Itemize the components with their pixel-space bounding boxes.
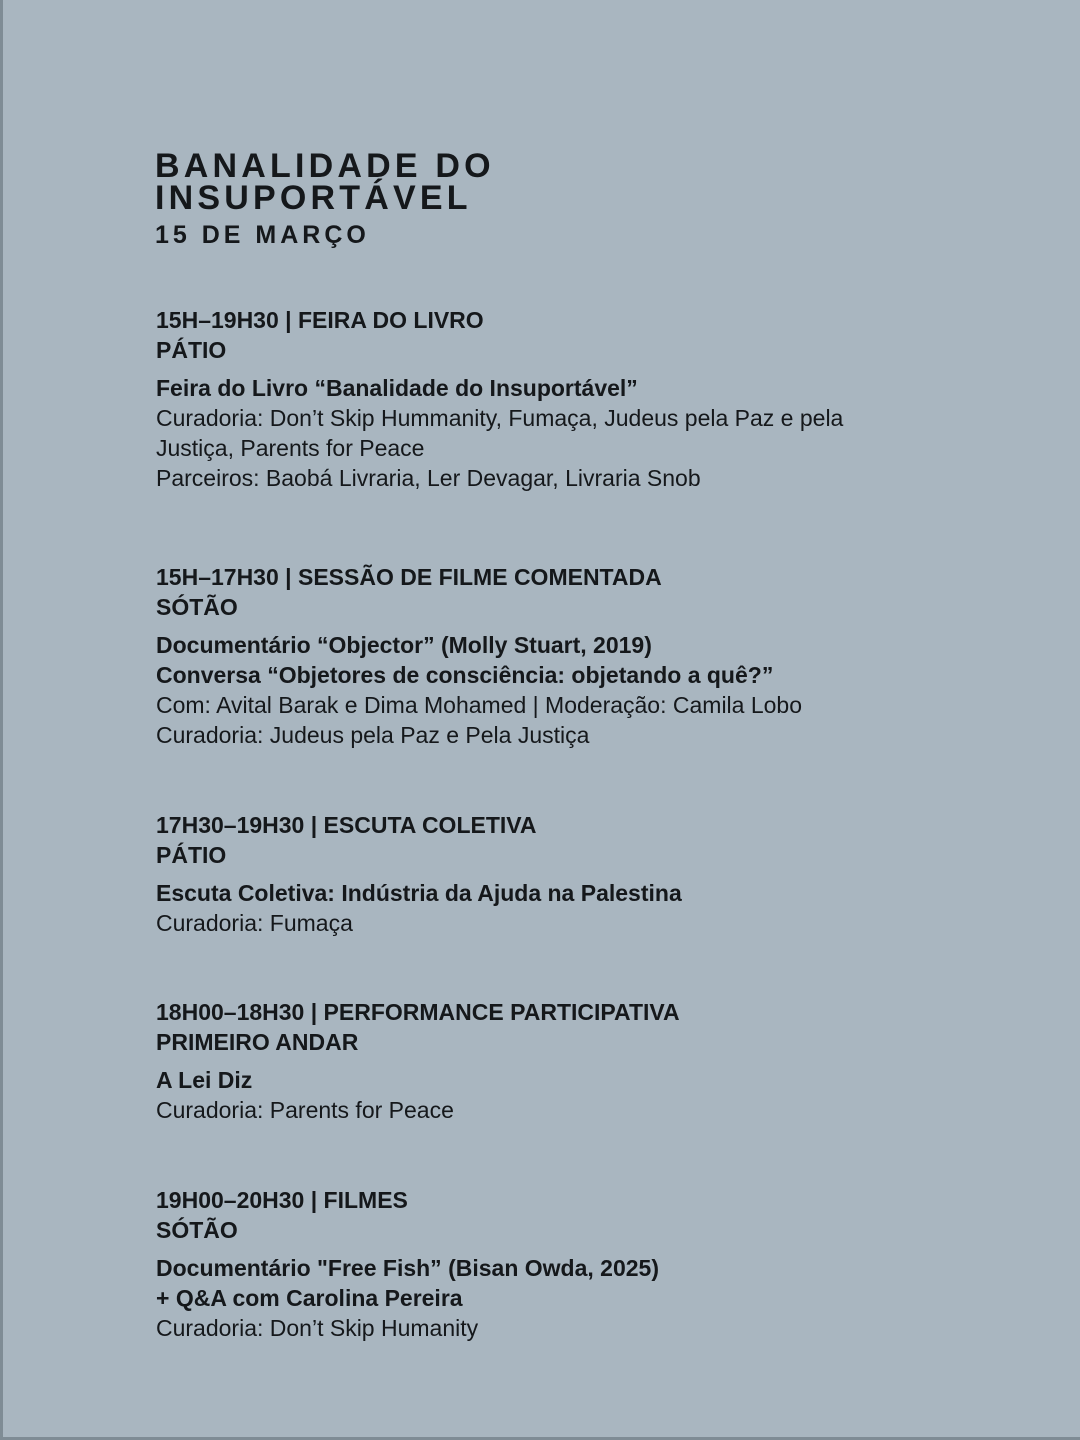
program-header xyxy=(155,147,495,252)
event-details xyxy=(156,1065,976,1125)
event-time-title: 18H00–18H30 | PERFORMANCE PARTICIPATIVA xyxy=(156,999,680,1025)
event-location: PRIMEIRO ANDAR xyxy=(156,1029,359,1055)
event-time-title: 19H00–20H30 | FILMES xyxy=(156,1187,408,1213)
event-collective-listening xyxy=(156,810,976,938)
event-location: SÓTÃO xyxy=(156,1217,238,1243)
program-date: 15 DE MARÇO xyxy=(155,221,370,249)
event-name-line-2: Conversa “Objetores de consciência: objetando a quê?” xyxy=(156,662,774,688)
event-partners: Parceiros: Baobá Livraria, Ler Devagar, Livraria Snob xyxy=(156,465,701,491)
event-curation: Curadoria: Fumaça xyxy=(156,910,353,936)
event-location: SÓTÃO xyxy=(156,594,238,620)
event-details xyxy=(156,1253,976,1343)
event-name: Escuta Coletiva: Indústria da Ajuda na Palestina xyxy=(156,880,682,906)
event-films xyxy=(156,1185,976,1343)
program-title-line-1: BANALIDADE DO xyxy=(155,147,495,185)
event-name: Feira do Livro “Banalidade do Insuportável” xyxy=(156,375,638,401)
event-location: PÁTIO xyxy=(156,337,227,363)
event-participants: Com: Avital Barak e Dima Mohamed | Moderação: Camila Lobo xyxy=(156,692,803,718)
event-name: A Lei Diz xyxy=(156,1067,253,1093)
event-curation: Curadoria: Judeus pela Paz e Pela Justiça xyxy=(156,722,590,748)
event-time-title: 17H30–19H30 | ESCUTA COLETIVA xyxy=(156,812,537,838)
event-location: PÁTIO xyxy=(156,842,227,868)
event-curation-line-1: Curadoria: Don’t Skip Hummanity, Fumaça, Judeus pela Paz e pela xyxy=(156,405,844,431)
event-time-title: 15H–17H30 | SESSÃO DE FILME COMENTADA xyxy=(156,564,662,590)
event-name-line-1: Documentário “Objector” (Molly Stuart, 2019) xyxy=(156,632,652,658)
event-book-fair xyxy=(156,305,976,493)
event-film-session xyxy=(156,562,976,750)
event-details xyxy=(156,630,976,750)
event-curation: Curadoria: Parents for Peace xyxy=(156,1097,454,1123)
event-details xyxy=(156,878,976,938)
event-curation-line-2: Justiça, Parents for Peace xyxy=(156,435,425,461)
event-time-title: 15H–19H30 | FEIRA DO LIVRO xyxy=(156,307,484,333)
event-name-line-1: Documentário "Free Fish” (Bisan Owda, 2025) xyxy=(156,1255,659,1281)
event-details xyxy=(156,373,976,493)
event-performance xyxy=(156,997,976,1125)
program-title-line-2: INSUPORTÁVEL xyxy=(155,179,472,217)
event-curation: Curadoria: Don’t Skip Humanity xyxy=(156,1315,479,1341)
event-name-line-2: + Q&A com Carolina Pereira xyxy=(156,1285,463,1311)
